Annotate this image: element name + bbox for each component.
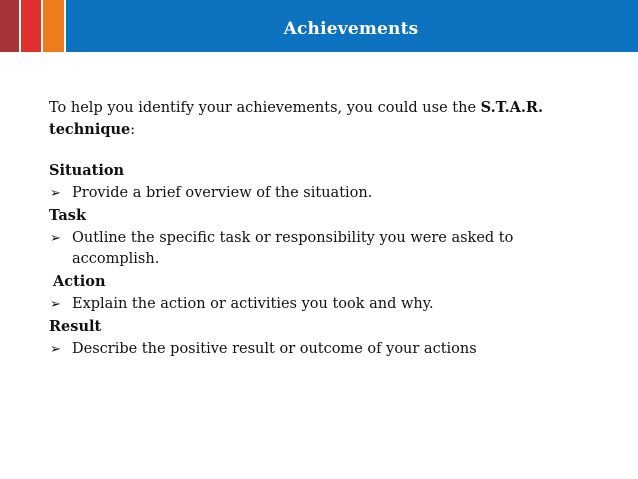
intro-bold-technique: technique — [49, 121, 131, 138]
arrow-bullet-icon: ➢ — [50, 231, 61, 246]
arrow-bullet-icon: ➢ — [50, 297, 61, 312]
heading-action: Action — [53, 273, 106, 290]
intro-bold-star: S.T.A.R. — [480, 99, 544, 116]
slide-body — [49, 97, 569, 360]
bullet-text: Describe the positive result or outcome of your actions — [72, 341, 477, 357]
arrow-bullet-icon: ➢ — [50, 186, 61, 201]
bullet-text: Provide a brief overview of the situation. — [72, 185, 373, 201]
bullet-item — [49, 339, 569, 360]
stripe-orange — [43, 0, 64, 52]
bullet-text: Explain the action or activities you took and why. — [72, 296, 434, 312]
intro-suffix: : — [130, 122, 136, 138]
heading-result: Result — [49, 318, 102, 335]
stripe-red — [21, 0, 41, 52]
bullet-item — [49, 183, 569, 204]
bullet-text: Outline the specific task or responsibility you were asked to accomplish. — [72, 230, 514, 267]
heading-situation: Situation — [49, 162, 125, 179]
bullet-item — [49, 228, 569, 270]
stripe-dark-red — [0, 0, 19, 52]
heading-task: Task — [49, 207, 87, 224]
bullet-item — [49, 294, 569, 315]
intro-paragraph — [49, 97, 569, 141]
header-bar — [0, 0, 638, 52]
arrow-bullet-icon: ➢ — [50, 342, 61, 357]
slide-title: Achievements — [283, 19, 419, 39]
intro-text: To help you identify your achievements, you could use the — [49, 100, 481, 116]
